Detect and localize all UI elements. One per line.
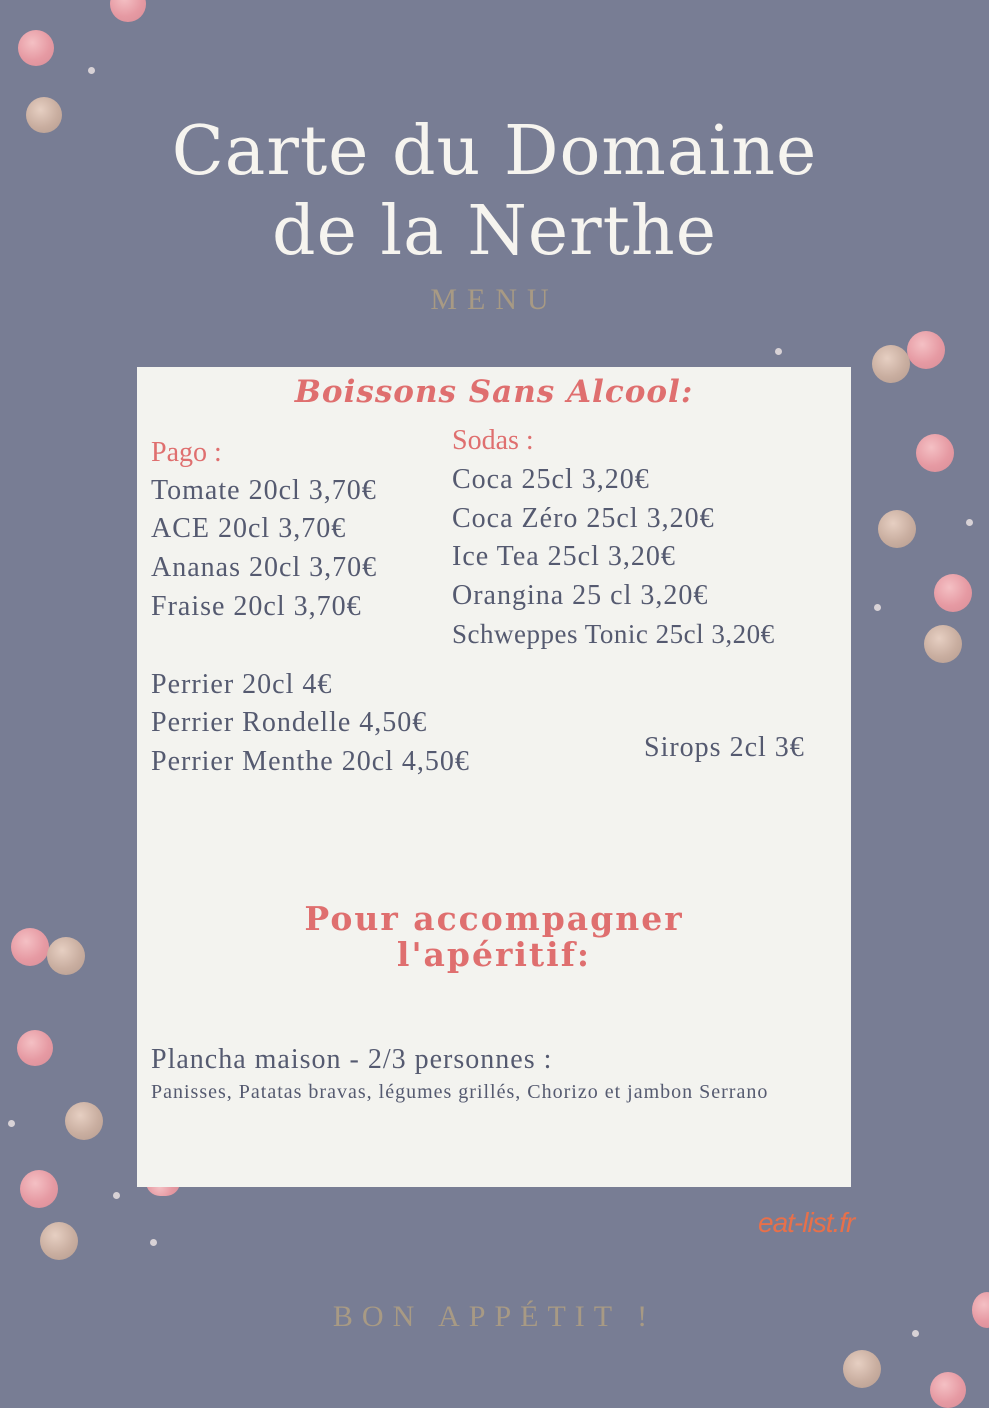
decor-dot: [930, 1372, 966, 1408]
menu-item: Perrier Rondelle 4,50€: [151, 707, 428, 738]
decor-dot: [775, 348, 782, 355]
aperitif-title: [137, 901, 851, 973]
plancha-description: Panisses, Patatas bravas, légumes grillés, Chorizo et jambon Serrano: [151, 1081, 769, 1103]
plancha-item: Plancha maison - 2/3 personnes :: [151, 1044, 553, 1075]
pago-heading: Pago :: [151, 437, 222, 468]
menu-item: Schweppes Tonic 25cl 3,20€: [452, 619, 775, 649]
decor-dot: [907, 331, 945, 369]
decor-dot: [40, 1222, 78, 1260]
decor-dot: [20, 1170, 58, 1208]
decor-dot: [966, 519, 973, 526]
menu-item: Coca 25cl 3,20€: [452, 464, 650, 495]
menu-item: Ice Tea 25cl 3,20€: [452, 541, 676, 572]
menu-item: Coca Zéro 25cl 3,20€: [452, 503, 715, 534]
menu-item: Perrier 20cl 4€: [151, 669, 333, 700]
decor-dot: [872, 345, 910, 383]
sodas-heading: Sodas :: [452, 425, 534, 456]
aperitif-title-line-1: Pour accompagner: [304, 899, 684, 938]
title-line-2: de la Nerthe: [272, 192, 717, 271]
decor-dot: [843, 1350, 881, 1388]
decor-dot: [874, 604, 881, 611]
footer-text: BON APPÉTIT !: [332, 1300, 657, 1333]
menu-item: Fraise 20cl 3,70€: [151, 591, 362, 622]
decor-dot: [878, 510, 916, 548]
menu-item: Ananas 20cl 3,70€: [151, 552, 378, 583]
sirops-item: Sirops 2cl 3€: [644, 732, 805, 763]
decor-dot: [113, 1192, 120, 1199]
menu-item: ACE 20cl 3,70€: [151, 513, 347, 544]
page-title: [0, 112, 989, 272]
decor-dot: [11, 928, 49, 966]
aperitif-title-line-2: l'apéritif:: [396, 935, 592, 974]
decor-dot: [65, 1102, 103, 1140]
decor-dot: [916, 434, 954, 472]
title-line-1: Carte du Domaine: [171, 112, 818, 191]
menu-card: [137, 367, 851, 1187]
decor-dot: [924, 625, 962, 663]
decor-dot: [8, 1120, 15, 1127]
watermark: eat-list.fr: [758, 1207, 855, 1238]
menu-item: Tomate 20cl 3,70€: [151, 475, 377, 506]
decor-dot: [150, 1239, 157, 1246]
boissons-title: Boissons Sans Alcool:: [294, 374, 694, 410]
decor-dot: [17, 1030, 53, 1066]
decor-dot: [934, 574, 972, 612]
menu-item: Perrier Menthe 20cl 4,50€: [151, 746, 470, 777]
menu-item: Orangina 25 cl 3,20€: [452, 580, 709, 611]
decor-dot: [18, 30, 54, 66]
decor-dot: [47, 937, 85, 975]
decor-dot: [88, 67, 95, 74]
decor-dot: [110, 0, 146, 22]
menu-subtitle: MENU: [430, 283, 559, 316]
